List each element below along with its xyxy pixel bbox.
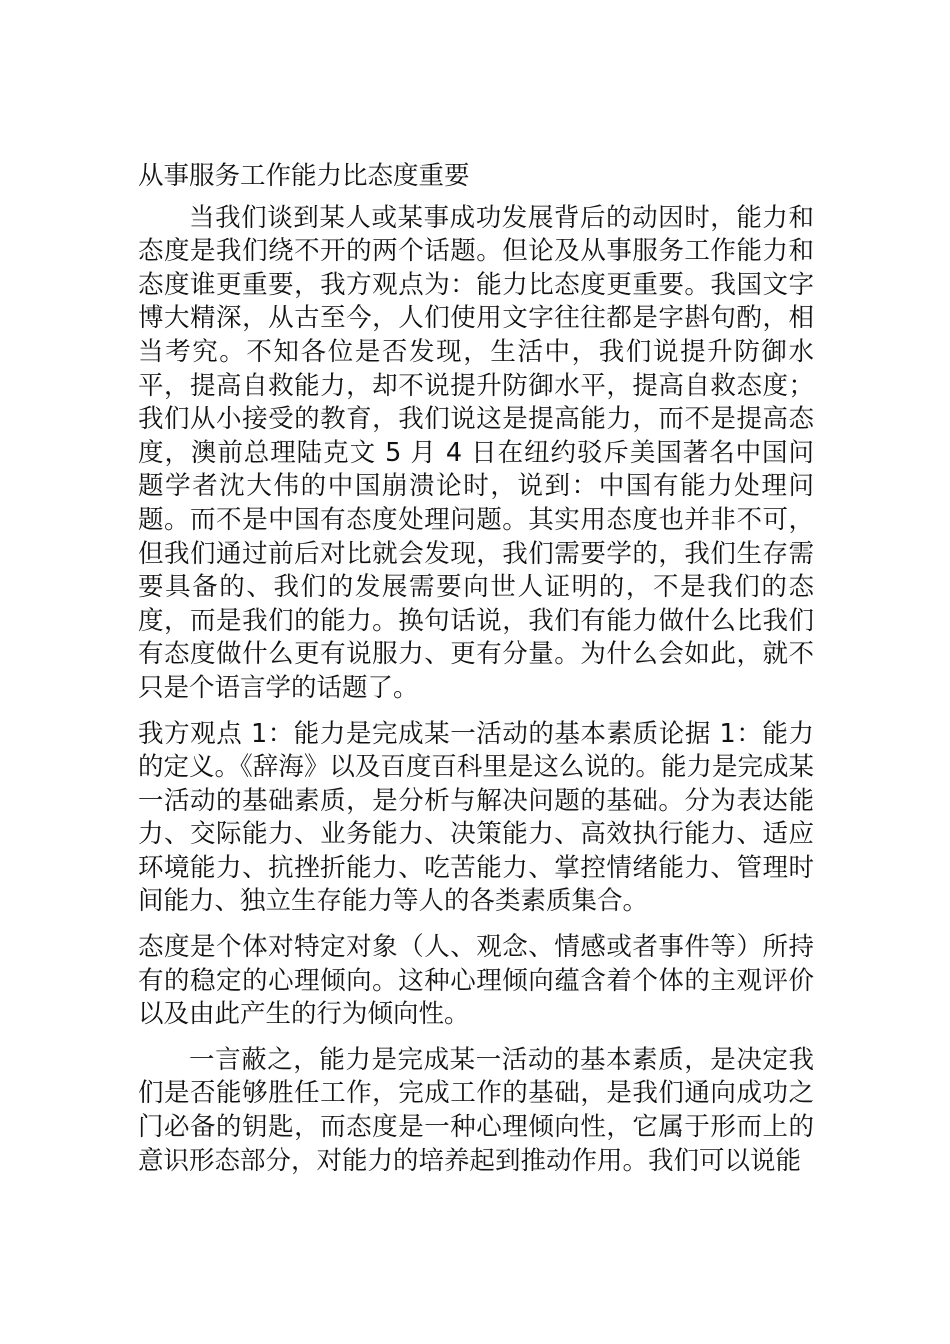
paragraph-intro: 当我们谈到某人或某事成功发展背后的动因时，能力和态度是我们绕不开的两个话题。但论及从事服务工作能力和态度谁更重要，我方观点为：能力比态度更重要。我国文字博大精深，从古至今，人们使用文字往往都是字斟句酌，相当考究。不知各位是否发现，生活中，我们说提升防御水平，提高自救能力，却不说提升防御水平，提高自救态度；我们从小接受的教育，我们说这是提高能力，而不是提高态度，澳前总理陆克文 5 月 4 日在纽约驳斥美国著名中国问题学者沈大伟的中国崩溃论时，说到：中国有能力处理问题。而不是中国有态度处理问题。其实用态度也并非不可，但我们通过前后对比就会发现，我们需要学的，我们生存需要具备的、我们的发展需要向世人证明的，不是我们的态度，而是我们的能力。换句话说，我们有能力做什么比我们有态度做什么更有说服力、更有分量。为什么会如此，就不只是个语言学的话题了。 — [138, 202, 814, 703]
paragraph-summary: 一言蔽之，能力是完成某一活动的基本素质，是决定我们是否能够胜任工作，完成工作的基础，是我们通向成功之门必备的钥匙，而态度是一种心理倾向性，它属于形而上的意识形态部分，对能力的培养起到推动作用。我们可以说能 — [138, 1044, 814, 1176]
document-page — [138, 160, 814, 1190]
paragraph-attitude-definition: 态度是个体对特定对象（人、观念、情感或者事件等）所持有的稳定的心理倾向。这种心理倾向蕴含着个体的主观评价以及由此产生的行为倾向性。 — [138, 932, 814, 1030]
paragraph-viewpoint-1: 我方观点 1：能力是完成某一活动的基本素质论据 1：能力的定义。《辞海》以及百度百科里是这么说的。能力是完成某一活动的基础素质，是分析与解决问题的基础。分为表达能力、交际能力、业务能力、决策能力、高效执行能力、适应环境能力、抗挫折能力、吃苦能力、掌控情绪能力、管理时间能力、独立生存能力等人的各类素质集合。 — [138, 718, 814, 917]
document-title: 从事服务工作能力比态度重要 — [138, 161, 470, 191]
